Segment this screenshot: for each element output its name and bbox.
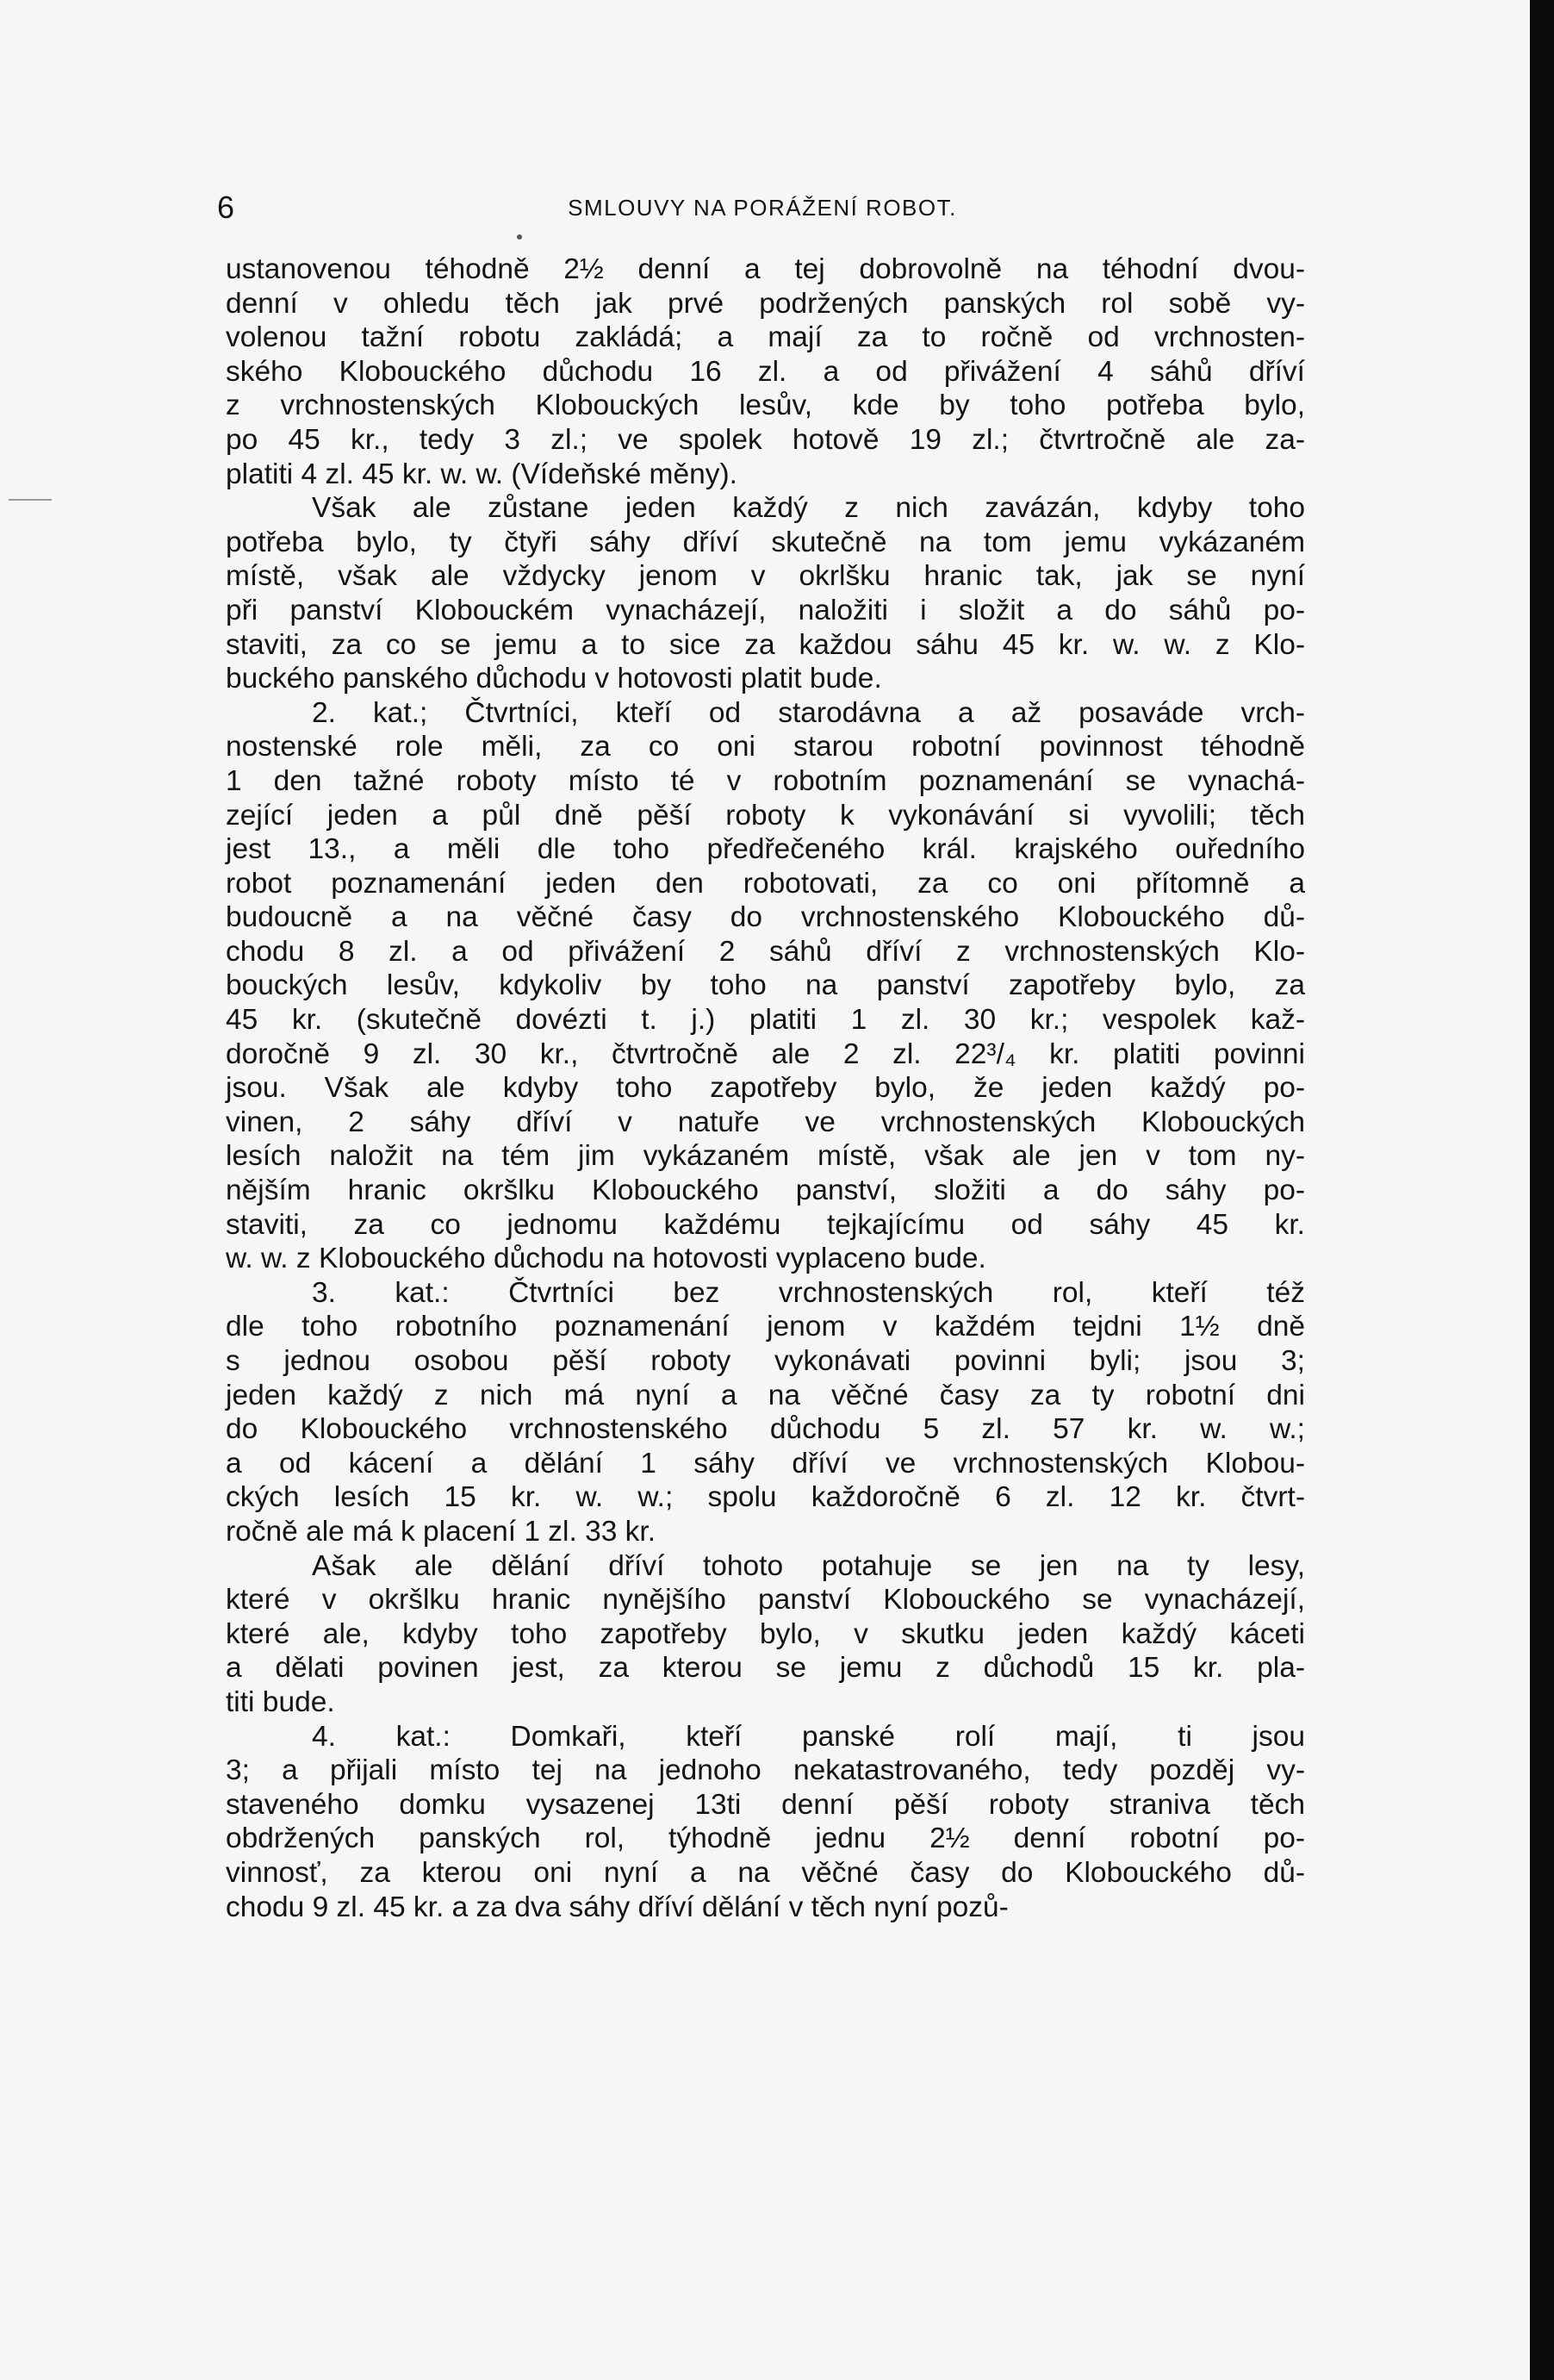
text-line: 45 kr. (skutečně dovézti t. j.) platiti 1 zl. 30 kr.; vespolek kaž-: [226, 1004, 1305, 1037]
text-line: denní v ohledu těch jak prvé podržených panských rol sobě vy-: [226, 287, 1305, 320]
paragraph: [226, 252, 1305, 491]
text-line: po 45 kr., tedy 3 zl.; ve spolek hotově 19 zl.; čtvrtročně ale za-: [226, 423, 1305, 456]
text-line: Však ale zůstane jeden každý z nich zavázán, kdyby toho: [312, 492, 1305, 525]
text-line: ročně ale má k placení 1 zl. 33 kr.: [226, 1515, 656, 1548]
text-line: Ašak ale dělání dříví tohoto potahuje se jen na ty lesy,: [312, 1549, 1305, 1582]
text-line: chodu 9 zl. 45 kr. a za dva sáhy dříví dělání v těch nyní pozů-: [226, 1891, 1009, 1923]
text-line: do Klobouckého vrchnostenského důchodu 5 zl. 57 kr. w. w.;: [226, 1413, 1305, 1446]
text-line: jsou. Však ale kdyby toho zapotřeby bylo, že jeden každý po-: [226, 1072, 1305, 1105]
body-text: [226, 252, 1305, 1924]
text-line: lesích naložit na tém jim vykázaném místě, však ale jen v tom ny-: [226, 1140, 1305, 1173]
text-line: z vrchnostenských Klobouckých lesův, kde by toho potřeba bylo,: [226, 389, 1305, 422]
text-line: které ale, kdyby toho zapotřeby bylo, v skutku jeden každý káceti: [226, 1617, 1305, 1650]
text-line: 3; a přijali místo tej na jednoho nekatastrovaného, tedy pozděj vy-: [226, 1754, 1305, 1787]
text-line: vinnosť, za kterou oni nyní a na věčné časy do Klobouckého dů-: [226, 1856, 1305, 1889]
paragraph: [226, 696, 1305, 1276]
text-line: chodu 8 zl. a od přivážení 2 sáhů dříví z vrchnostenských Klo-: [226, 935, 1305, 968]
text-line: ského Klobouckého důchodu 16 zl. a od přivážení 4 sáhů dříví: [226, 355, 1305, 388]
text-line: a od kácení a dělání 1 sáhy dříví ve vrchnostenských Klobou-: [226, 1447, 1305, 1480]
margin-mark: [9, 499, 52, 501]
text-line: budoucně a na věčné časy do vrchnostenského Klobouckého dů-: [226, 901, 1305, 934]
text-line: staviti, za co se jemu a to sice za každou sáhu 45 kr. w. w. z Klo-: [226, 628, 1305, 661]
text-line: jest 13., a měli dle toho předřečeného král. krajského ouředního: [226, 833, 1305, 866]
text-line: nostenské role měli, za co oni starou robotní povinnost téhodně: [226, 731, 1305, 763]
text-line: a dělati povinen jest, za kterou se jemu z důchodů 15 kr. pla-: [226, 1652, 1305, 1685]
text-line: 4. kat.: Domkaři, kteří panské rolí mají, ti jsou: [312, 1720, 1305, 1753]
text-line: potřeba bylo, ty čtyři sáhy dříví skutečně na tom jemu vykázaném: [226, 526, 1305, 558]
print-speck: [517, 234, 522, 240]
text-line: místě, však ale vždycky jenom v okrlšku hranic tak, jak se nyní: [226, 560, 1305, 593]
text-line: w. w. z Klobouckého důchodu na hotovosti vyplaceno bude.: [226, 1243, 986, 1275]
text-line: titi bude.: [226, 1685, 335, 1718]
paragraph: [226, 1549, 1305, 1720]
text-line: volenou tažní robotu zakládá; a mají za to ročně od vrchnosten-: [226, 321, 1305, 354]
text-line: obdržených panských rol, týhodně jednu 2½ denní robotní po-: [226, 1822, 1305, 1855]
text-line: ckých lesích 15 kr. w. w.; spolu každoročně 6 zl. 12 kr. čtvrt-: [226, 1481, 1305, 1514]
text-line: 3. kat.: Čtvrtníci bez vrchnostenských rol, kteří též: [312, 1276, 1305, 1309]
page-number: 6: [217, 190, 235, 225]
text-line: bouckých lesův, kdykoliv by toho na panství zapotřeby bylo, za: [226, 969, 1305, 1002]
text-line: s jednou osobou pěší roboty vykonávati povinni byli; jsou 3;: [226, 1345, 1305, 1377]
text-line: jeden každý z nich má nyní a na věčné časy za ty robotní dni: [226, 1379, 1305, 1411]
text-line: vinen, 2 sáhy dříví v natuře ve vrchnostenských Klobouckých: [226, 1106, 1305, 1138]
text-line: buckého panského důchodu v hotovosti platit bude.: [226, 663, 882, 695]
paragraph: [226, 1276, 1305, 1549]
text-line: nějším hranic okršlku Klobouckého panství, složiti a do sáhy po-: [226, 1174, 1305, 1207]
text-line: 2. kat.; Čtvrtníci, kteří od starodávna a až posaváde vrch-: [312, 696, 1305, 729]
text-line: dle toho robotního poznamenání jenom v každém tejdni 1½ dně: [226, 1311, 1305, 1343]
text-line: ustanovenou téhodně 2½ denní a tej dobrovolně na téhodní dvou-: [226, 253, 1305, 285]
paragraph: [226, 1720, 1305, 1925]
text-line: při panství Klobouckém vynacházejí, naložiti i složit a do sáhů po-: [226, 594, 1305, 626]
text-line: staviti, za co jednomu každému tejkajícímu od sáhy 45 kr.: [226, 1208, 1305, 1241]
page-header: [217, 190, 1308, 231]
text-line: staveného domku vysazenej 13ti denní pěší roboty straniva těch: [226, 1788, 1305, 1821]
text-line: 1 den tažné roboty místo té v robotním poznamenání se vynachá-: [226, 764, 1305, 797]
text-line: doročně 9 zl. 30 kr., čtvrtročně ale 2 zl. 22³/₄ kr. platiti povinni: [226, 1037, 1305, 1070]
running-title: SMLOUVY NA PORÁŽENÍ ROBOT.: [568, 195, 957, 221]
text-line: zející jeden a půl dně pěší roboty k vykonávání si vyvolili; těch: [226, 799, 1305, 832]
text-line: které v okršlku hranic nynějšího panství Klobouckého se vynacházejí,: [226, 1584, 1305, 1617]
text-line: robot poznamenání jeden den robotovati, za co oni přítomně a: [226, 867, 1305, 900]
text-line: platiti 4 zl. 45 kr. w. w. (Vídeňské měny).: [226, 458, 737, 490]
paragraph: [226, 491, 1305, 696]
